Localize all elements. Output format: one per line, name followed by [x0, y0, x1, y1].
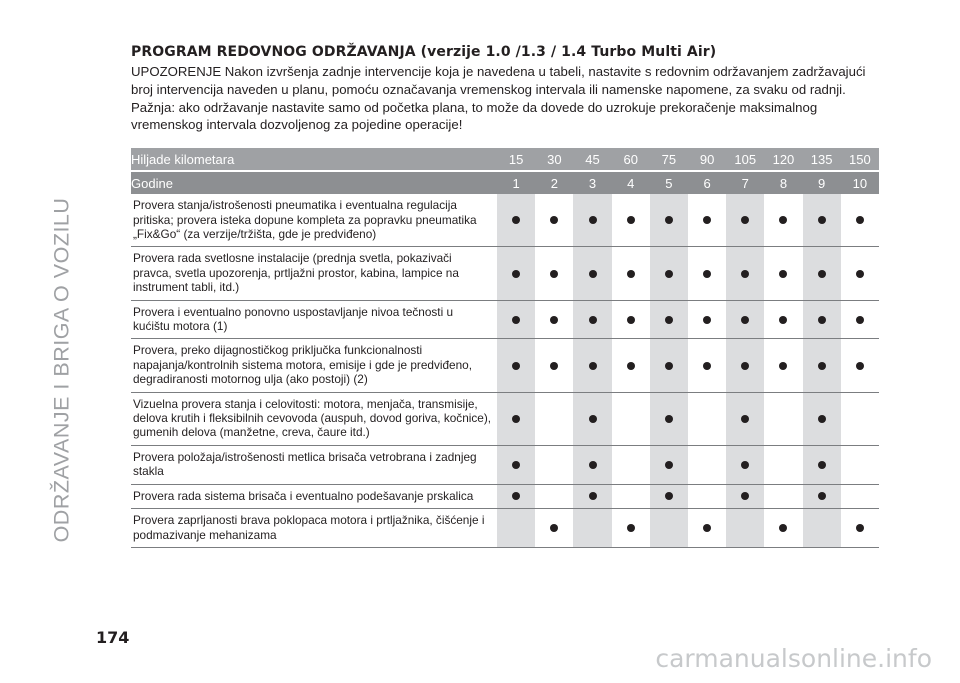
- bullet-icon: [512, 316, 520, 324]
- km-header-cell: 60: [612, 148, 650, 171]
- interval-cell: [726, 484, 764, 508]
- km-header-cell: 15: [497, 148, 535, 171]
- interval-cell: [841, 194, 879, 247]
- interval-cell: [688, 392, 726, 445]
- operation-description: Vizuelna provera stanja i celovitosti: motora, menjača, transmisije, delova krutih i fleksibilnih cevovoda (auspuh, dovod goriva, kočnice), gumenih delova (manžetne, creva, čaure itd.): [131, 392, 497, 445]
- interval-cell: [841, 247, 879, 300]
- interval-cell: [688, 194, 726, 247]
- interval-cell: [573, 339, 611, 392]
- interval-cell: [688, 247, 726, 300]
- interval-cell: [573, 509, 611, 548]
- year-header-label: Godine: [131, 171, 497, 194]
- interval-cell: [764, 392, 802, 445]
- km-header-cell: 150: [841, 148, 879, 171]
- bullet-icon: [818, 415, 826, 423]
- interval-cell: [764, 247, 802, 300]
- operation-description: Provera položaja/istrošenosti metlica brisača vetrobrana i zadnjeg stakla: [131, 445, 497, 484]
- year-header-cell: 3: [573, 171, 611, 194]
- interval-cell: [612, 392, 650, 445]
- interval-cell: [650, 247, 688, 300]
- bullet-icon: [703, 362, 711, 370]
- interval-cell: [841, 392, 879, 445]
- bullet-icon: [589, 415, 597, 423]
- year-header-cell: 8: [764, 171, 802, 194]
- interval-cell: [612, 445, 650, 484]
- interval-cell: [688, 509, 726, 548]
- table-row: [131, 194, 879, 247]
- operation-description: Provera stanja/istrošenosti pneumatika i eventualna regulacija pritiska; provera isteka dopune kompleta za popravku pneumatika „Fix&Go“ (za verzije/tržišta, gde je predviđeno): [131, 194, 497, 247]
- bullet-icon: [627, 316, 635, 324]
- operation-description: Provera rada sistema brisača i eventualno podešavanje prskalica: [131, 484, 497, 508]
- interval-cell: [688, 484, 726, 508]
- interval-cell: [764, 445, 802, 484]
- interval-cell: [497, 339, 535, 392]
- table-row: [131, 509, 879, 548]
- interval-cell: [803, 509, 841, 548]
- bullet-icon: [665, 316, 673, 324]
- page-heading: PROGRAM REDOVNOG ODRŽAVANJA (verzije 1.0 /1.3 / 1.4 Turbo Multi Air): [131, 44, 717, 60]
- bullet-icon: [818, 362, 826, 370]
- bullet-icon: [512, 270, 520, 278]
- interval-cell: [803, 300, 841, 339]
- km-header-cell: 90: [688, 148, 726, 171]
- interval-cell: [535, 392, 573, 445]
- bullet-icon: [550, 362, 558, 370]
- year-header-cell: 2: [535, 171, 573, 194]
- bullet-icon: [856, 270, 864, 278]
- bullet-icon: [818, 316, 826, 324]
- interval-cell: [612, 194, 650, 247]
- table-row: [131, 392, 879, 445]
- bullet-icon: [627, 270, 635, 278]
- interval-cell: [726, 300, 764, 339]
- interval-cell: [764, 509, 802, 548]
- interval-cell: [535, 300, 573, 339]
- interval-cell: [803, 247, 841, 300]
- bullet-icon: [627, 216, 635, 224]
- interval-cell: [573, 247, 611, 300]
- year-header-cell: 7: [726, 171, 764, 194]
- interval-cell: [650, 392, 688, 445]
- interval-cell: [688, 339, 726, 392]
- interval-cell: [841, 300, 879, 339]
- bullet-icon: [550, 216, 558, 224]
- bullet-icon: [856, 316, 864, 324]
- bullet-icon: [779, 270, 787, 278]
- interval-cell: [497, 247, 535, 300]
- bullet-icon: [818, 492, 826, 500]
- interval-cell: [841, 445, 879, 484]
- bullet-icon: [550, 316, 558, 324]
- bullet-icon: [665, 216, 673, 224]
- year-header-cell: 1: [497, 171, 535, 194]
- operation-description: Provera rada svetlosne instalacije (prednja svetla, pokazivači pravca, svetla upozorenja, prtljažni prostor, kabina, lampice na instrument tabli, itd.): [131, 247, 497, 300]
- bullet-icon: [665, 461, 673, 469]
- km-header-row: [131, 148, 879, 171]
- km-header-cell: 30: [535, 148, 573, 171]
- bullet-icon: [741, 415, 749, 423]
- bullet-icon: [818, 216, 826, 224]
- interval-cell: [841, 339, 879, 392]
- table-row: [131, 339, 879, 392]
- interval-cell: [497, 445, 535, 484]
- km-header-cell: 105: [726, 148, 764, 171]
- interval-cell: [497, 300, 535, 339]
- interval-cell: [726, 339, 764, 392]
- interval-cell: [803, 484, 841, 508]
- bullet-icon: [550, 270, 558, 278]
- bullet-icon: [589, 270, 597, 278]
- interval-cell: [535, 509, 573, 548]
- table-row: [131, 484, 879, 508]
- interval-cell: [803, 445, 841, 484]
- table-row: [131, 247, 879, 300]
- interval-cell: [535, 247, 573, 300]
- bullet-icon: [703, 216, 711, 224]
- warning-paragraph: UPOZORENJE Nakon izvršenja zadnje intervencije koja je navedena u tabeli, nastavite s redovnim održavanjem zadržavajući broj intervencija naveden u planu, pomoću označavanja vremenskog intervala ili namenske napomene, za svaku od radnji. Pažnja: ako održavanje nastavite samo od početka plana, to može da dovede do uzrokuje prekoračenje maksimalnog vremenskog intervala dozvoljenog za pojedine operacije!: [131, 64, 866, 133]
- interval-cell: [612, 247, 650, 300]
- year-header-cell: 5: [650, 171, 688, 194]
- bullet-icon: [589, 461, 597, 469]
- interval-cell: [497, 392, 535, 445]
- bullet-icon: [589, 492, 597, 500]
- bullet-icon: [818, 270, 826, 278]
- interval-cell: [650, 445, 688, 484]
- interval-cell: [497, 509, 535, 548]
- interval-cell: [612, 484, 650, 508]
- interval-cell: [764, 484, 802, 508]
- side-section-title: ODRŽAVANJE I BRIGA O VOZILU: [49, 197, 74, 543]
- page-number: 174: [96, 628, 130, 647]
- interval-cell: [573, 445, 611, 484]
- bullet-icon: [741, 216, 749, 224]
- bullet-icon: [818, 461, 826, 469]
- bullet-icon: [779, 216, 787, 224]
- interval-cell: [841, 484, 879, 508]
- schedule-rows: [131, 194, 879, 547]
- year-header-cell: 10: [841, 171, 879, 194]
- interval-cell: [726, 445, 764, 484]
- bullet-icon: [703, 316, 711, 324]
- interval-cell: [535, 194, 573, 247]
- interval-cell: [612, 300, 650, 339]
- year-header-cell: 4: [612, 171, 650, 194]
- km-header-cell: 135: [803, 148, 841, 171]
- bullet-icon: [856, 524, 864, 532]
- bullet-icon: [512, 362, 520, 370]
- km-header-cell: 45: [573, 148, 611, 171]
- interval-cell: [726, 392, 764, 445]
- bullet-icon: [856, 362, 864, 370]
- bullet-icon: [741, 362, 749, 370]
- interval-cell: [535, 445, 573, 484]
- bullet-icon: [512, 461, 520, 469]
- bullet-icon: [741, 270, 749, 278]
- interval-cell: [650, 300, 688, 339]
- bullet-icon: [589, 362, 597, 370]
- km-header-cell: 75: [650, 148, 688, 171]
- interval-cell: [497, 194, 535, 247]
- interval-cell: [573, 392, 611, 445]
- bullet-icon: [779, 524, 787, 532]
- bullet-icon: [741, 461, 749, 469]
- bullet-icon: [627, 362, 635, 370]
- interval-cell: [688, 300, 726, 339]
- km-header-cell: 120: [764, 148, 802, 171]
- bullet-icon: [779, 362, 787, 370]
- interval-cell: [688, 445, 726, 484]
- interval-cell: [497, 484, 535, 508]
- year-header-row: [131, 171, 879, 194]
- bullet-icon: [589, 216, 597, 224]
- bullet-icon: [512, 492, 520, 500]
- bullet-icon: [512, 216, 520, 224]
- bullet-icon: [665, 270, 673, 278]
- bullet-icon: [665, 415, 673, 423]
- maintenance-schedule-table: [131, 148, 879, 548]
- bullet-icon: [665, 492, 673, 500]
- main-content: [131, 44, 879, 548]
- bullet-icon: [703, 270, 711, 278]
- bullet-icon: [856, 216, 864, 224]
- bullet-icon: [741, 316, 749, 324]
- interval-cell: [764, 300, 802, 339]
- interval-cell: [803, 339, 841, 392]
- interval-cell: [650, 194, 688, 247]
- bullet-icon: [779, 316, 787, 324]
- bullet-icon: [589, 316, 597, 324]
- year-header-cell: 6: [688, 171, 726, 194]
- table-row: [131, 445, 879, 484]
- bullet-icon: [550, 524, 558, 532]
- interval-cell: [726, 247, 764, 300]
- interval-cell: [612, 509, 650, 548]
- interval-cell: [650, 484, 688, 508]
- operation-description: Provera zaprljanosti brava poklopaca motora i prtljažnika, čišćenje i podmazivanje mehanizama: [131, 509, 497, 548]
- interval-cell: [841, 509, 879, 548]
- year-header-cell: 9: [803, 171, 841, 194]
- bullet-icon: [665, 362, 673, 370]
- bullet-icon: [703, 524, 711, 532]
- watermark-text: carmanualsonline.info: [655, 644, 932, 673]
- interval-cell: [612, 339, 650, 392]
- interval-cell: [535, 339, 573, 392]
- interval-cell: [573, 484, 611, 508]
- interval-cell: [650, 339, 688, 392]
- interval-cell: [573, 194, 611, 247]
- interval-cell: [803, 194, 841, 247]
- interval-cell: [764, 194, 802, 247]
- bullet-icon: [741, 492, 749, 500]
- table-row: [131, 300, 879, 339]
- km-header-label: Hiljade kilometara: [131, 148, 497, 171]
- interval-cell: [726, 509, 764, 548]
- operation-description: Provera i eventualno ponovno uspostavljanje nivoa tečnosti u kućištu motora (1): [131, 300, 497, 339]
- interval-cell: [573, 300, 611, 339]
- operation-description: Provera, preko dijagnostičkog priključka funkcionalnosti napajanja/kontrolnih sistema motora, emisije i gde je predviđeno, degradiranosti motornog ulja (ako postoji) (2): [131, 339, 497, 392]
- bullet-icon: [627, 524, 635, 532]
- bullet-icon: [512, 415, 520, 423]
- interval-cell: [726, 194, 764, 247]
- interval-cell: [650, 509, 688, 548]
- interval-cell: [764, 339, 802, 392]
- interval-cell: [535, 484, 573, 508]
- interval-cell: [803, 392, 841, 445]
